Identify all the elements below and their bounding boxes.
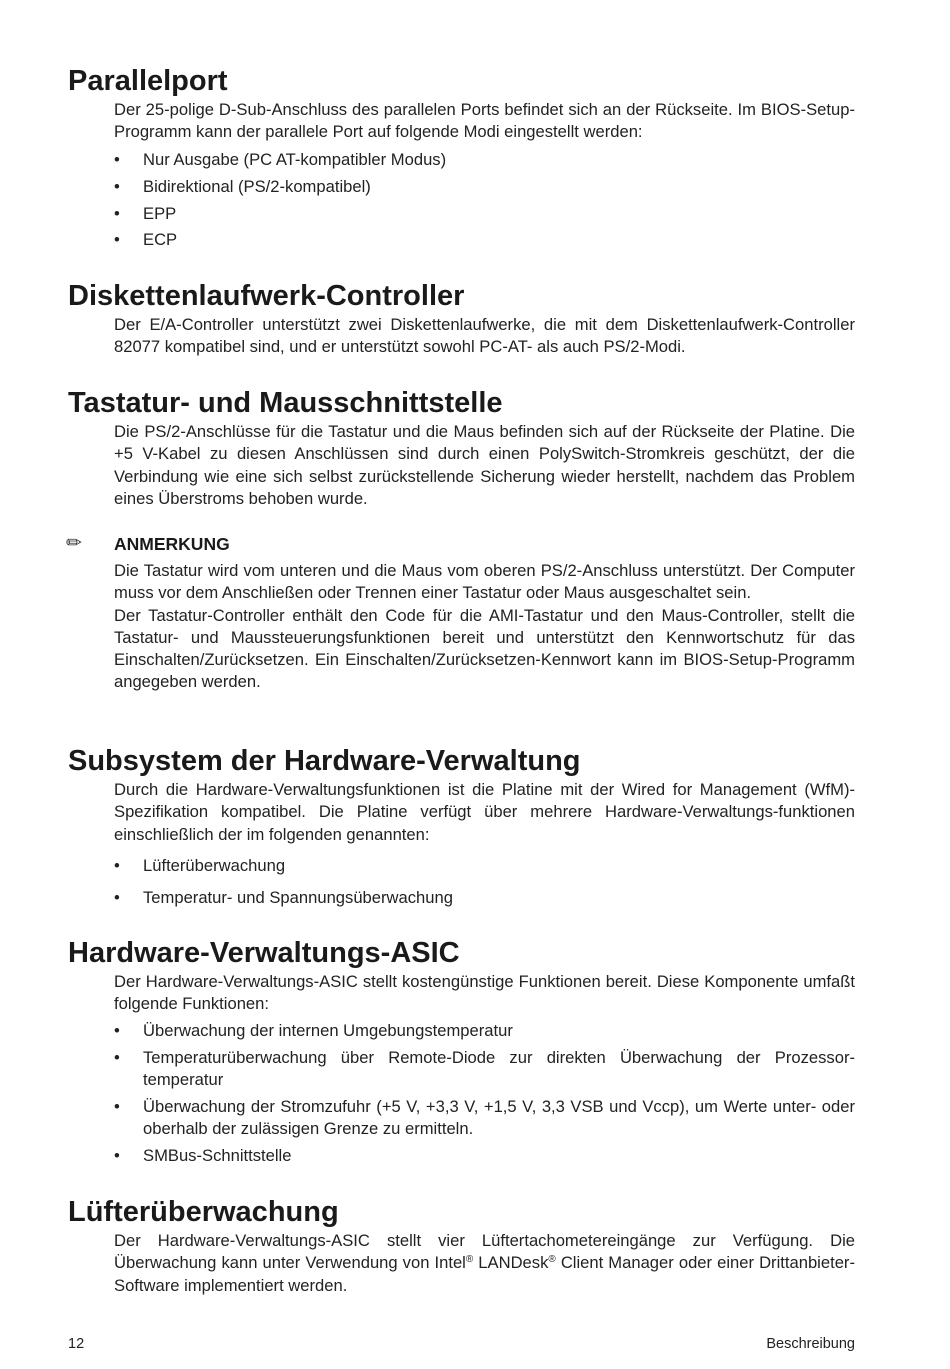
list-hardware-management (114, 855, 855, 909)
note-title: ANMERKUNG (114, 534, 230, 554)
paragraph-parallelport: Der 25-polige D-Sub-Anschluss des parallelen Ports befindet sich an der Rückseite. Im BIOS-Setup-Programm kann der parallele Port auf folgende Modi eingestellt werden: (114, 100, 855, 142)
list-parallel-modes (114, 149, 855, 252)
paragraph-floppy-controller: Der E/A-Controller unterstützt zwei Diskettenlaufwerke, die mit dem Diskettenlaufwerk-Controller 82077 kompatibel sind, und er unterstützt sowohl PC-AT- als auch PS/2-Modi. (114, 315, 855, 357)
heading-asic: Hardware-Verwaltungs-ASIC (68, 937, 460, 969)
paragraph-keyboard-mouse: Die PS/2-Anschlüsse für die Tastatur und die Maus befinden sich auf der Rückseite der Platine. Die +5 V-Kabel zu diesen Anschlüssen sind durch einen PolySwitch-Stromkreis geschützt, der die Verbindung wie eine sich selbst zurückstellende Sicherung wieder herstellt, nachdem das Problem eines Überstroms behoben wurde. (114, 422, 855, 508)
heading-fan-monitoring: Lüfterüberwachung (68, 1196, 339, 1228)
list-item: • SMBus-Schnittstelle (114, 1145, 292, 1165)
list-item: • ECP (114, 230, 178, 250)
registered-mark: ® (465, 1254, 474, 1266)
paragraph-asic: Der Hardware-Verwaltungs-ASIC stellt kostengünstige Funktionen bereit. Diese Komponente umfaßt folgende Funktionen: (114, 972, 855, 1014)
list-item: • Überwachung der Stromzufuhr (+5 V, +3,3 V, +1,5 V, 3,3 VSB und Vccp), um Werte unter- oder oberhalb der zulässigen Grenze zu ermitteln. (114, 1096, 855, 1139)
pencil-icon: ✏ (66, 533, 82, 554)
list-item: • Temperatur- und Spannungsüberwachung (114, 887, 453, 907)
note-paragraph: Die Tastatur wird vom unteren und die Maus vom oberen PS/2-Anschluss unterstützt. Der Computer muss vor dem Anschließen oder Trennen einer Tastatur oder Maus ausgeschaltet sein. (114, 561, 855, 603)
list-item: • Temperaturüberwachung über Remote-Diode zur direkten Überwachung der Prozessor-temperatur (114, 1047, 855, 1090)
paragraph-fan-monitoring: Der Hardware-Verwaltungs-ASIC stellt vier Lüftertachometereingänge zur Verfügung. Die Überwachung kann unter Verwendung von Intel® LANDesk® Client Manager oder einer Drittanbieter-Software implementiert werden. (114, 1231, 855, 1295)
list-item: • Nur Ausgabe (PC AT-kompatibler Modus) (114, 150, 447, 169)
note-body (114, 560, 855, 694)
note-paragraph: Der Tastatur-Controller enthält den Code für die AMI-Tastatur und den Maus-Controller, stellt die Tastatur- und Maussteuerungsfunktionen bereit und unterstützt den Kennwortschutz für das Einschalten/Zurücksetzen. Ein Einschalten/Zurücksetzen-Kennwort kann im BIOS-Setup-Programm angegeben werden. (114, 605, 855, 692)
heading-hardware-management: Subsystem der Hardware-Verwaltung (68, 745, 581, 777)
paragraph-hardware-management: Durch die Hardware-Verwaltungsfunktionen ist die Platine mit der Wired for Management (WfM)-Spezifikation kompatibel. Die Platine verfügt über mehrere Hardware-Verwaltungs-funktionen einschließlich der im folgenden genannten: (114, 780, 855, 844)
list-asic-functions (114, 1020, 855, 1167)
heading-keyboard-mouse: Tastatur- und Mausschnittstelle (68, 387, 503, 419)
list-item: • Überwachung der internen Umgebungstemperatur (114, 1021, 513, 1040)
heading-parallelport: Parallelport (68, 65, 228, 97)
registered-mark: ® (548, 1254, 556, 1266)
list-item: • Lüfterüberwachung (114, 856, 286, 875)
list-item: • EPP (114, 203, 177, 223)
list-item: • Bidirektional (PS/2-kompatibel) (114, 176, 371, 196)
page-number: 12 (68, 1336, 85, 1352)
heading-floppy-controller: Diskettenlaufwerk-Controller (68, 280, 465, 312)
footer-chapter: Beschreibung (766, 1336, 855, 1352)
